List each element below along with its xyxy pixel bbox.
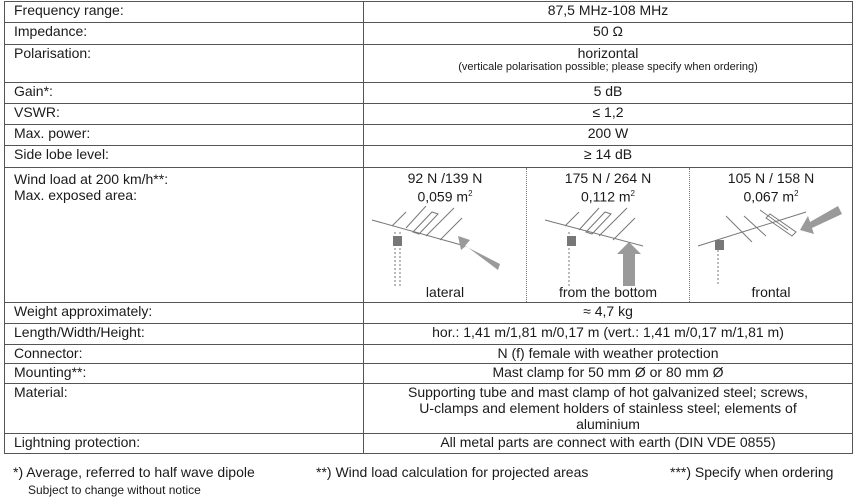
antenna-bottom-icon [533, 206, 683, 288]
row-value-cell [364, 384, 853, 434]
exposed-area-label: Max. exposed area: [14, 187, 137, 203]
row-value: Mast clamp for 50 mm Ø or 80 mm Ø [364, 364, 853, 384]
arrow-lateral-icon [458, 236, 500, 270]
row-value: 200 W [364, 125, 853, 146]
row-value: horizontal [577, 45, 639, 61]
row-label: Gain*: [5, 83, 364, 104]
view-label: frontal [751, 284, 791, 300]
table-row [5, 146, 853, 168]
row-value: ≤ 1,2 [364, 104, 853, 125]
row-label: Mounting**: [5, 364, 364, 384]
row-value: N (f) female with weather protection [364, 345, 853, 364]
row-label: Impedance: [5, 23, 364, 45]
row-value: 50 Ω [364, 23, 853, 45]
view-label: lateral [425, 284, 465, 300]
row-label: Connector: [5, 345, 364, 364]
row-value-cell [364, 45, 853, 83]
wind-column-frontal [689, 168, 852, 302]
arrow-bottom-icon [617, 242, 641, 286]
wind-force: 175 N / 264 N [564, 170, 652, 186]
table-row [5, 2, 853, 23]
exposed-area: 0,067 $m^2$ [743, 188, 799, 205]
row-label: Lightning protection: [5, 434, 364, 454]
row-value: All metal parts are connect with earth (DIN VDE 0855) [364, 434, 853, 454]
row-value: 87,5 MHz-108 MHz [364, 2, 853, 23]
wind-force: 92 N /139 N [407, 170, 483, 186]
table-row [5, 434, 853, 454]
table-row [5, 384, 853, 434]
row-label: Frequency range: [5, 2, 364, 23]
wind-load-label: Wind load at 200 km/h**: [14, 171, 169, 187]
row-value: ≈ 4,7 kg [364, 303, 853, 324]
row-label: Weight approximately: [5, 303, 364, 324]
antenna-frontal-icon [696, 206, 846, 288]
table-row [5, 45, 853, 83]
wind-label-cell [5, 168, 364, 303]
material-line: Supporting tube and mast clamp of hot galvanized steel; screws, [408, 384, 808, 400]
footnote-change: Subject to change without notice [28, 483, 201, 497]
table-row [5, 104, 853, 125]
material-line: U-clamps and element holders of stainless steel; elements of [419, 400, 797, 416]
row-value: 5 dB [364, 83, 853, 104]
table-row [5, 125, 853, 146]
wind-column-bottom [526, 168, 689, 302]
table-row [5, 324, 853, 345]
footnote-order: ***) Specify when ordering [670, 464, 834, 480]
wind-column-lateral [364, 168, 526, 302]
wind-load-row [5, 168, 853, 303]
spec-table [4, 1, 853, 454]
table-row [5, 83, 853, 104]
row-value: ≥ 14 dB [364, 146, 853, 168]
wind-force: 105 N / 158 N [727, 170, 815, 186]
row-label: Length/Width/Height: [5, 324, 364, 345]
material-line: aluminium [576, 416, 640, 432]
arrow-frontal-icon [800, 206, 842, 234]
view-label: from the bottom [558, 284, 658, 300]
table-row [5, 345, 853, 364]
antenna-lateral-icon [370, 206, 520, 288]
row-label: VSWR: [5, 104, 364, 125]
row-label: Polarisation: [5, 45, 364, 83]
polarisation-note: (verticale polarisation possible; please specify when ordering) [458, 61, 758, 73]
exposed-area: 0,112 $m^2$ [581, 188, 635, 205]
wind-values-cell [364, 168, 853, 303]
table-row [5, 364, 853, 384]
table-row [5, 23, 853, 45]
wind-grid [364, 168, 852, 302]
row-label: Side lobe level: [5, 146, 364, 168]
exposed-area: 0,059 $m^2$ [417, 188, 473, 205]
footnote-gain: *) Average, referred to half wave dipole [13, 464, 255, 480]
row-label: Max. power: [5, 125, 364, 146]
row-value: hor.: 1,41 m/1,81 m/0,17 m (vert.: 1,41 m/0,17 m/1,81 m) [364, 324, 853, 345]
row-label: Material: [5, 384, 364, 434]
footnote-wind: **) Wind load calculation for projected areas [316, 464, 589, 480]
table-row [5, 303, 853, 324]
